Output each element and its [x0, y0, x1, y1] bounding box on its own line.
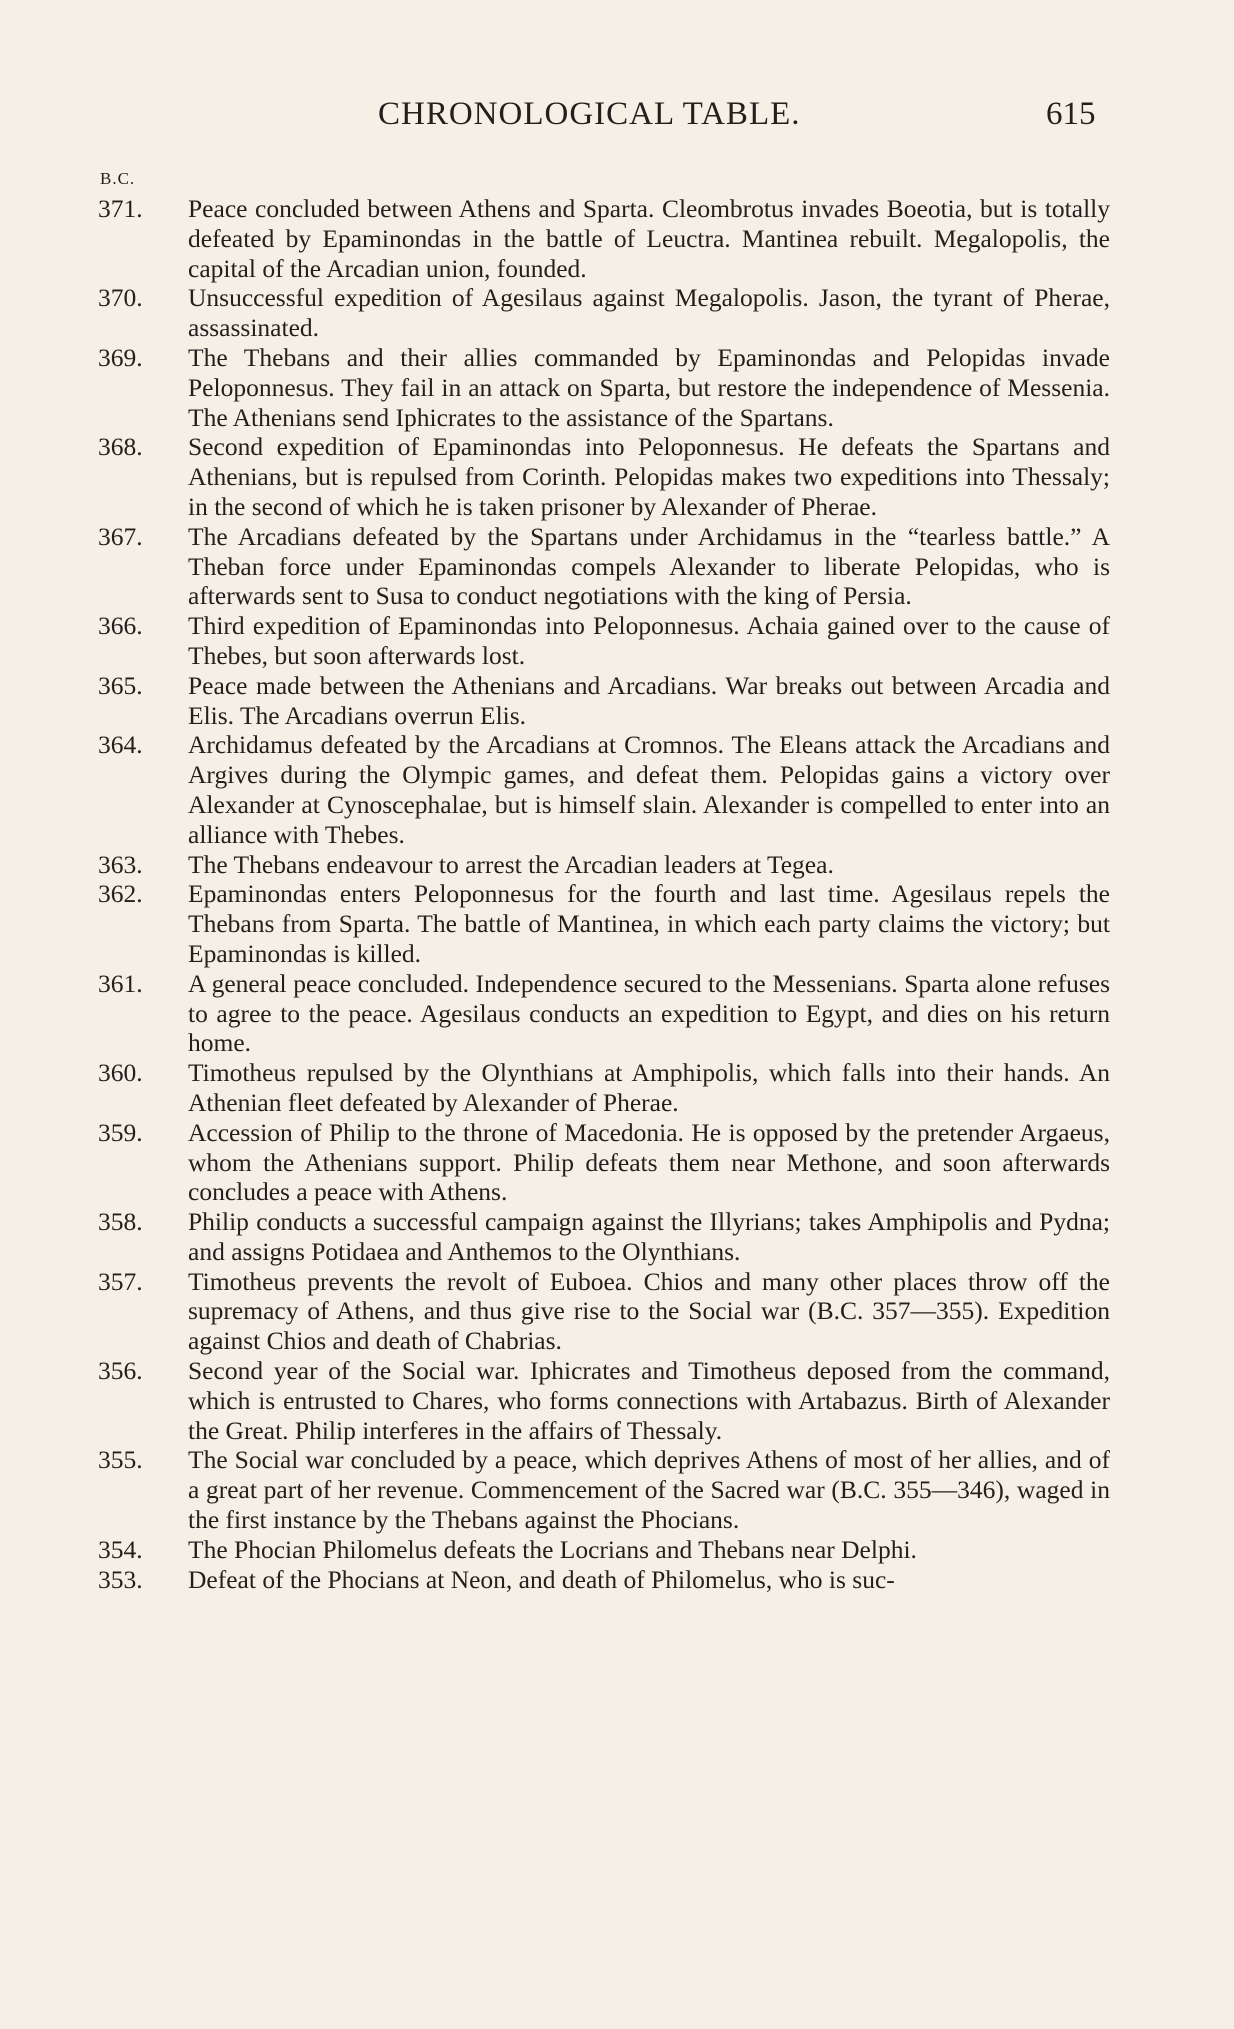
chronology-entry	[98, 1058, 1110, 1118]
chronology-entry	[98, 522, 1110, 611]
entry-text: Second year of the Social war. Iphicrates and Timotheus deposed from the command, which is entrusted to Chares, who forms connections with Artabazus. Birth of Alexander the Great. Philip interferes in the affairs of Thessaly.	[188, 1356, 1110, 1445]
entry-year: 353.	[98, 1564, 143, 1594]
entry-text: The Phocian Philomelus defeats the Locrians and Thebans near Delphi.	[188, 1534, 917, 1564]
entry-year: 367.	[98, 521, 143, 551]
entry-text: Timotheus prevents the revolt of Euboea. Chios and many other places throw off the supremacy of Athens, and thus give rise to the Social war (B.C. 357—355). Expedition against Chios and death of Chabrias.	[188, 1266, 1110, 1356]
running-head	[0, 96, 1234, 140]
entry-year: 361.	[98, 968, 143, 998]
entry-year: 355.	[98, 1445, 143, 1475]
entry-year: 362.	[98, 879, 143, 909]
entry-year: 356.	[98, 1356, 143, 1386]
entry-text: Peace concluded between Athens and Sparta. Cleombrotus invades Boeotia, but is totally defeated by Epaminondas in the battle of Leuctra. Mantinea rebuilt. Megalopolis, the capital of the Arcadian union, founded.	[188, 194, 1110, 283]
entry-text: Epaminondas enters Peloponnesus for the fourth and last time. Agesilaus repels the Thebans from Sparta. The battle of Mantinea, in which each party claims the victory; but Epaminondas is killed.	[188, 879, 1110, 968]
chronology-entry	[98, 730, 1110, 849]
entry-text: Philip conducts a successful campaign against the Illyrians; takes Amphipolis and Pydna; and assigns Potidaea and Anthemos to the Olynthians.	[188, 1207, 1110, 1266]
chronology-entry	[98, 1565, 1110, 1595]
entry-year: 360.	[98, 1058, 143, 1088]
entry-text: Third expedition of Epaminondas into Peloponnesus. Achaia gained over to the cause of Thebes, but soon afterwards lost.	[188, 611, 1110, 670]
page-number: 615	[1046, 96, 1096, 132]
entry-text: The Arcadians defeated by the Spartans under Archidamus in the “tearless battle.” A Theban force under Epaminondas compels Alexander to liberate Pelopidas, who is afterwards sent to Susa to conduct negotiations with the king of Persia.	[188, 521, 1110, 611]
entry-year: 368.	[98, 432, 143, 462]
chronology-entry	[98, 283, 1110, 343]
chronology-entry	[98, 611, 1110, 671]
entry-year: 357.	[98, 1266, 143, 1296]
chronology-entry	[98, 671, 1110, 731]
entry-text: The Thebans endeavour to arrest the Arcadian leaders at Tegea.	[188, 849, 834, 879]
chronology-entry	[98, 432, 1110, 521]
running-title: CHRONOLOGICAL TABLE.	[378, 96, 801, 132]
chronology-entry	[98, 1118, 1110, 1207]
entry-text: The Thebans and their allies commanded by Epaminondas and Pelopidas invade Peloponnesus. They fail in an attack on Sparta, but restore the independence of Messenia. The Athenians send Iphicrates to the assistance of the Spartans.	[188, 342, 1110, 432]
entry-year: 371.	[98, 194, 143, 223]
entry-text: Unsuccessful expedition of Agesilaus against Megalopolis. Jason, the tyrant of Pherae, assassinated.	[188, 283, 1110, 343]
entry-year: 370.	[98, 283, 143, 313]
entry-year: 354.	[98, 1534, 143, 1564]
chronology-entries	[98, 194, 1110, 1594]
chronology-entry	[98, 1445, 1110, 1534]
entry-year: 366.	[98, 611, 143, 641]
chronology-entry	[98, 1535, 1110, 1565]
chronology-entry	[98, 850, 1110, 880]
entry-year: 364.	[98, 730, 143, 760]
entry-year: 369.	[98, 342, 143, 372]
entry-year: 365.	[98, 670, 143, 700]
chronology-entry	[98, 1356, 1110, 1445]
era-label: B.C.	[100, 169, 136, 188]
entry-year: 359.	[98, 1117, 143, 1147]
entry-year: 358.	[98, 1207, 143, 1237]
entry-text: Accession of Philip to the throne of Macedonia. He is opposed by the pretender Argaeus, whom the Athenians support. Philip defeats them near Methone, and soon afterwards concludes a peace with Athens.	[188, 1117, 1110, 1207]
entry-text: Archidamus defeated by the Arcadians at Cromnos. The Eleans attack the Arcadians and Argives during the Olympic games, and defeat them. Pelopidas gains a victory over Alexander at Cynoscephalae, but is himself slain. Alexander is compelled to enter into an alliance with Thebes.	[188, 730, 1110, 849]
entry-text: The Social war concluded by a peace, which deprives Athens of most of her allies, and of a great part of her revenue. Commencement of the Sacred war (B.C. 355—346), waged in the first instance by the Thebans against the Phocians.	[188, 1445, 1110, 1535]
chronology-entry	[98, 1207, 1110, 1267]
entry-text: A general peace concluded. Independence secured to the Messenians. Sparta alone refuses to agree to the peace. Agesilaus conducts an expedition to Egypt, and dies on his return home.	[188, 968, 1110, 1058]
entry-text: Timotheus repulsed by the Olynthians at Amphipolis, which falls into their hands. An Athenian fleet defeated by Alexander of Pherae.	[188, 1058, 1110, 1117]
entry-text: Defeat of the Phocians at Neon, and death of Philomelus, who is suc-	[188, 1564, 895, 1594]
chronology-entry	[98, 879, 1110, 968]
chronology-entry	[98, 343, 1110, 432]
entry-year: 363.	[98, 849, 143, 879]
entry-text: Second expedition of Epaminondas into Peloponnesus. He defeats the Spartans and Athenians, but is repulsed from Corinth. Pelopidas makes two expeditions into Thessaly; in the second of which he is taken prisoner by Alexander of Pherae.	[188, 432, 1110, 521]
chronology-entry	[98, 194, 1110, 283]
entry-text: Peace made between the Athenians and Arcadians. War breaks out between Arcadia and Elis. The Arcadians overrun Elis.	[188, 670, 1110, 730]
chronology-entry	[98, 1267, 1110, 1356]
chronology-entry	[98, 969, 1110, 1058]
